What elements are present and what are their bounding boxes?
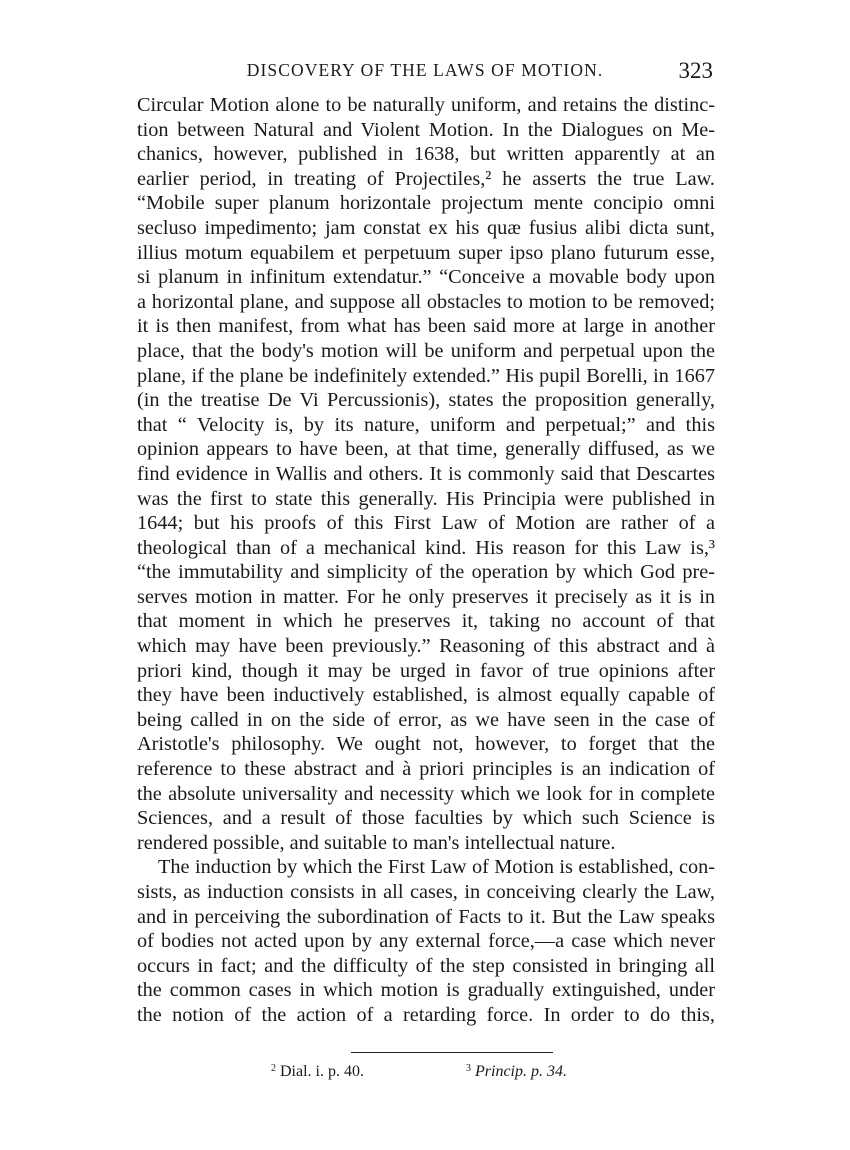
footnote-marker: 2 <box>271 1063 276 1074</box>
text-line: tion between Natural and Violent Motion. In the Dialogues on Me- <box>137 118 715 141</box>
text-line: reference to these abstract and à priori principles is an indication of <box>137 758 715 781</box>
paragraph-2 <box>137 855 715 1027</box>
text-line: was the first to state this generally. His Principia were published in <box>137 487 715 510</box>
text-line: occurs in fact; and the difficulty of the step consisted in bringing all <box>137 954 715 977</box>
footnote-text: Princip. p. 34. <box>475 1063 567 1080</box>
footnote-marker: 3 <box>466 1063 471 1074</box>
body-text <box>137 93 715 1028</box>
running-head <box>137 58 713 88</box>
footnote-3 <box>466 1063 567 1081</box>
footnote-2 <box>271 1063 364 1081</box>
running-title: DISCOVERY OF THE LAWS OF MOTION. <box>246 60 604 80</box>
text-line: earlier period, in treating of Projectiles,² he asserts the true Law. <box>137 167 715 190</box>
text-line: illius motum equabilem et perpetuum super ipso plano futurum esse, <box>137 241 715 264</box>
text-line: si planum in infinitum extendatur.” “Conceive a movable body upon <box>137 266 715 289</box>
text-line: they have been inductively established, is almost equally capable of <box>137 684 715 707</box>
text-line: chanics, however, published in 1638, but written apparently at an <box>137 143 715 166</box>
text-line: Aristotle's philosophy. We ought not, however, to forget that the <box>137 733 715 756</box>
text-line: and in perceiving the subordination of Facts to it. But the Law speaks <box>137 905 715 928</box>
text-line: being called in on the side of error, as we have seen in the case of <box>137 708 715 731</box>
text-line: rendered possible, and suitable to man's intellectual nature. <box>137 831 616 854</box>
text-line: of bodies not acted upon by any external force,—a case which never <box>137 930 715 953</box>
text-line: the common cases in which motion is gradually extinguished, under <box>137 979 715 1002</box>
footnote-rule <box>351 1052 553 1053</box>
text-line: it is then manifest, from what has been said more at large in another <box>137 315 715 338</box>
text-line: opinion appears to have been, at that time, generally diffused, as we <box>137 438 715 461</box>
text-line: theological than of a mechanical kind. His reason for this Law is,³ <box>137 536 715 559</box>
text-line: (in the treatise De Vi Percussionis), states the proposition generally, <box>137 389 715 412</box>
text-line: serves motion in matter. For he only preserves it precisely as it is in <box>137 585 715 608</box>
text-line: sists, as induction consists in all cases, in conceiving clearly the Law, <box>137 881 715 903</box>
text-line: 1644; but his proofs of this First Law of Motion are rather of a <box>137 512 715 535</box>
text-line: the notion of the action of a retarding force. In order to do this, <box>137 1003 715 1026</box>
text-line: Sciences, and a result of those faculties by which such Science is <box>137 807 715 830</box>
text-line: The induction by which the First Law of Motion is established, con- <box>158 856 715 879</box>
text-line: priori kind, though it may be urged in favor of true opinions after <box>137 659 715 682</box>
text-line: which may have been previously.” Reasoning of this abstract and à <box>137 635 715 658</box>
text-line: find evidence in Wallis and others. It is commonly said that Descartes <box>137 462 715 485</box>
text-line: place, that the body's motion will be uniform and perpetual upon the <box>137 339 715 362</box>
footnote-text: Dial. i. p. 40. <box>280 1063 364 1080</box>
text-line: plane, if the plane be indefinitely extended.” His pupil Borelli, in 1667 <box>137 364 715 387</box>
text-line: that moment in which he preserves it, taking no account of that <box>137 610 715 633</box>
page-number: 323 <box>678 58 713 83</box>
text-line: the absolute universality and necessity which we look for in complete <box>137 782 715 805</box>
text-line: Circular Motion alone to be naturally uniform, and retains the distinc- <box>137 94 715 116</box>
text-line: a horizontal plane, and suppose all obstacles to motion to be removed; <box>137 290 715 313</box>
text-line: “the immutability and simplicity of the operation by which God pre- <box>137 561 715 584</box>
text-line: secluso impedimento; jam constat ex his quæ fusius alibi dicta sunt, <box>137 216 715 239</box>
text-line: that “ Velocity is, by its nature, uniform and perpetual;” and this <box>137 413 715 436</box>
text-line: “Mobile super planum horizontale projectum mente concipio omni <box>137 192 715 215</box>
paragraph-1 <box>137 93 715 855</box>
